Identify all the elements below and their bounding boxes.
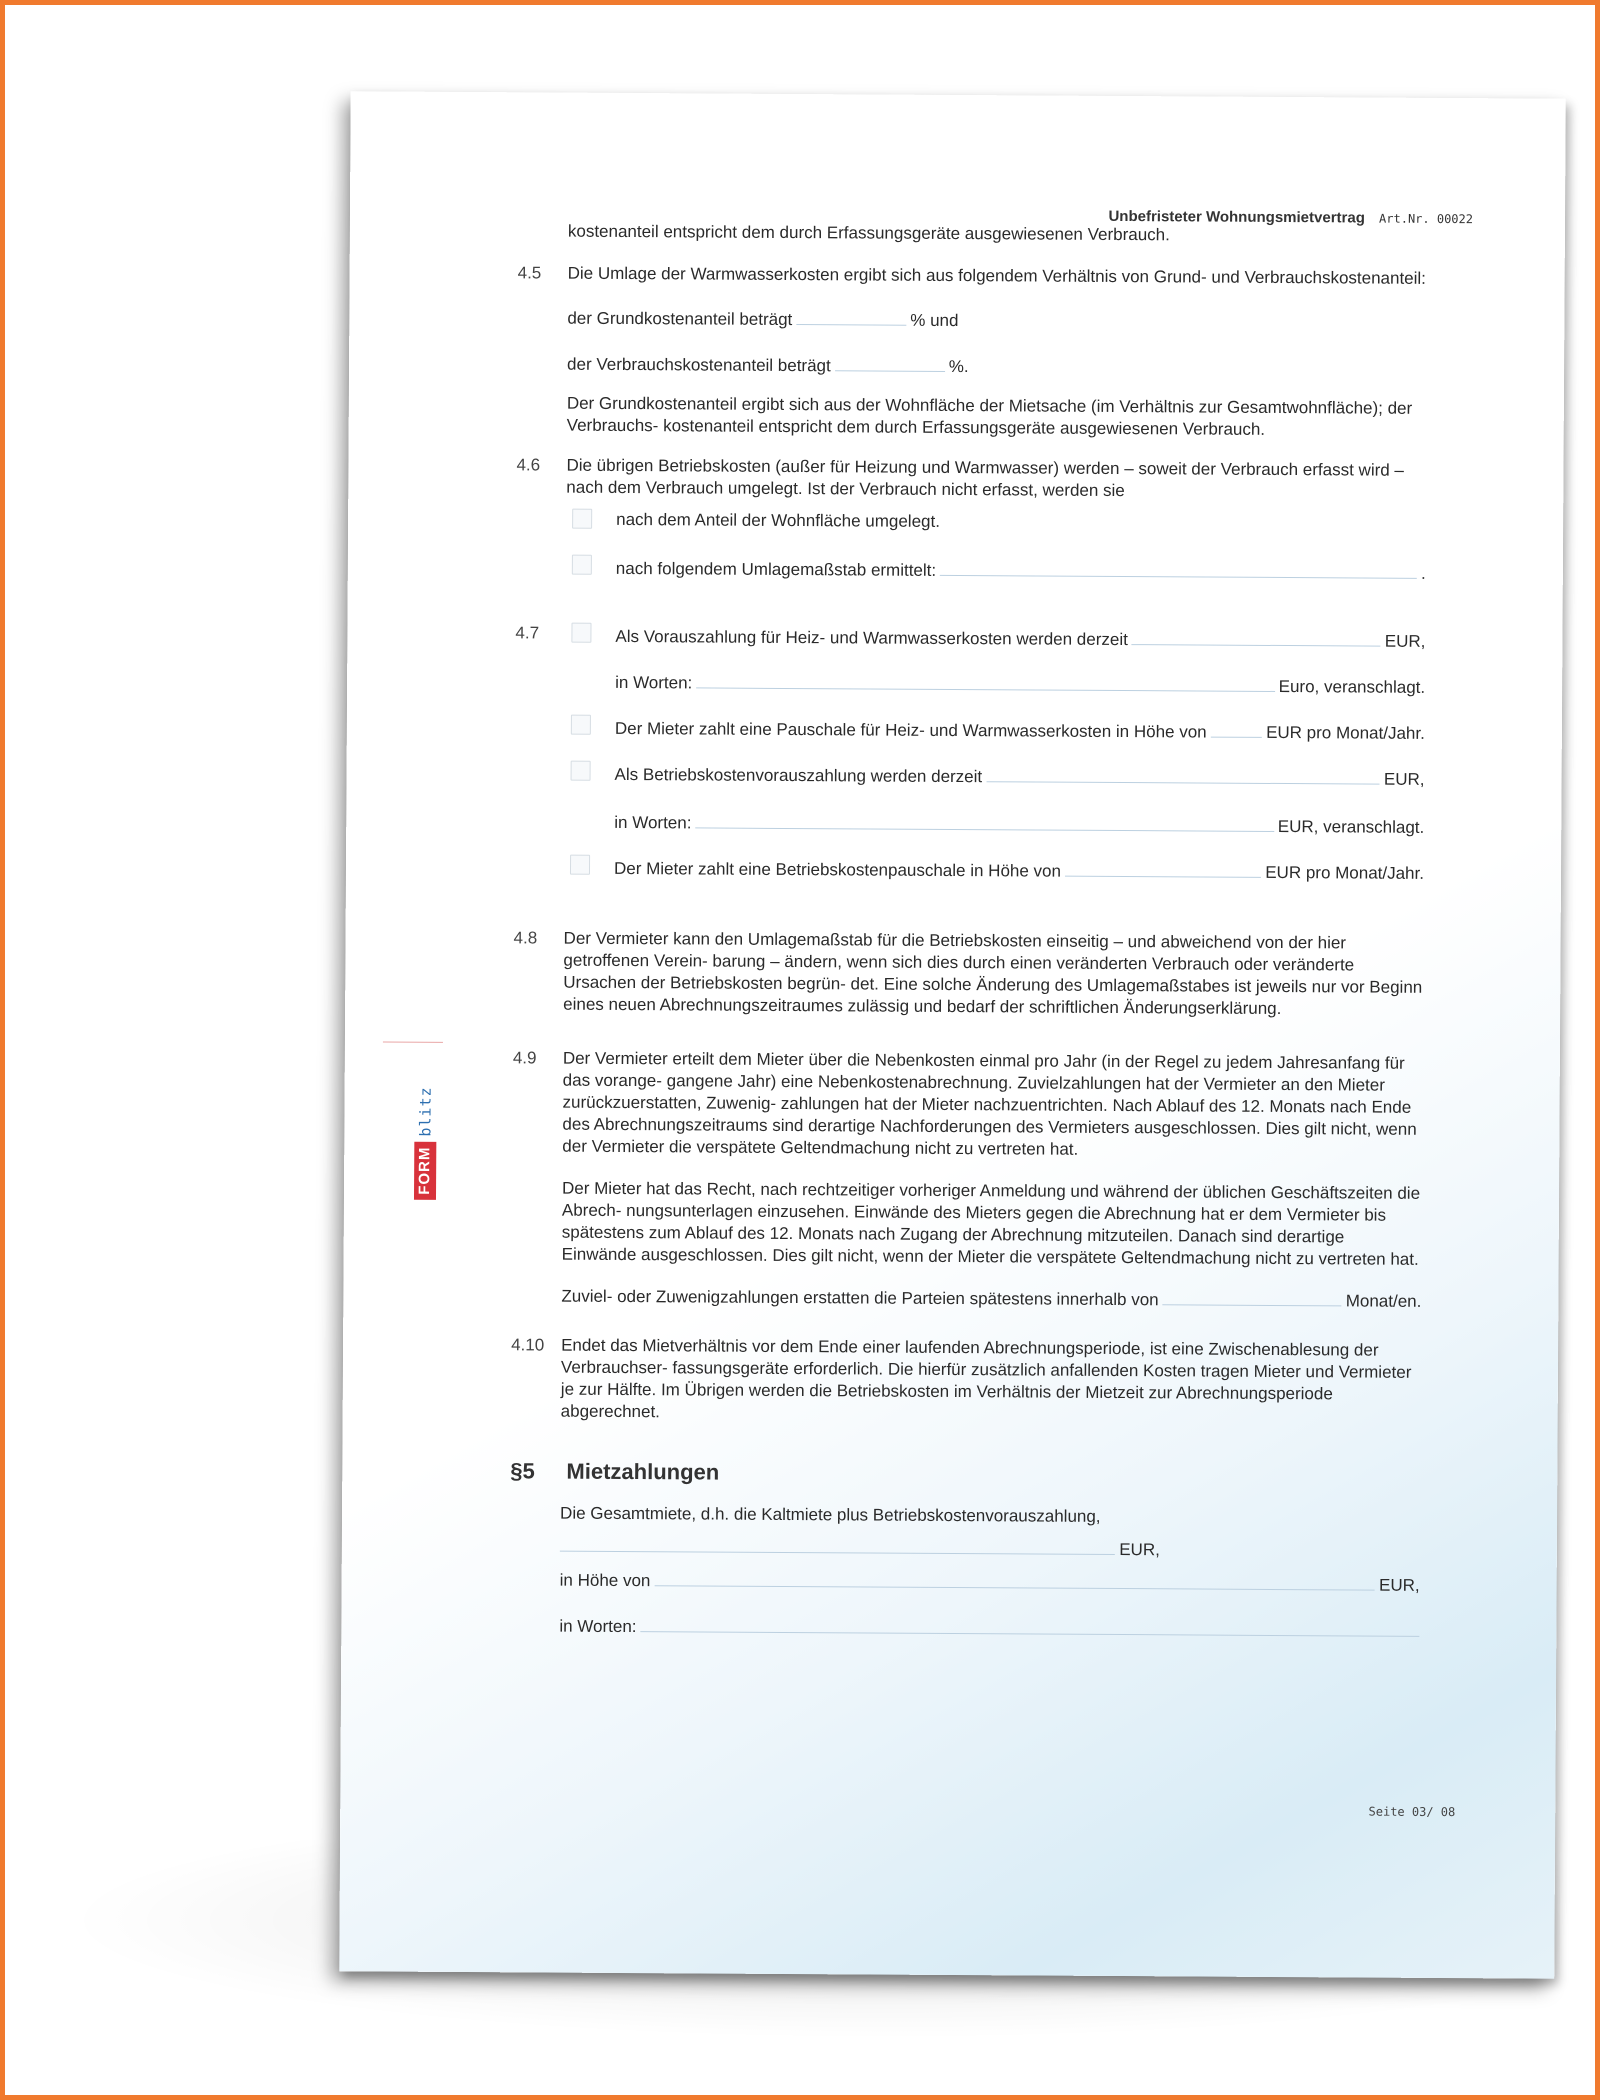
section-5-heading (510, 1460, 719, 1483)
miete-amount-label: in Höhe von (559, 1570, 651, 1591)
betriebskosten-pauschale-end: EUR pro Monat/Jahr. (1265, 862, 1425, 883)
betriebskosten-vorauszahlung-checkbox[interactable] (571, 761, 591, 781)
formblitz-logo (414, 1050, 437, 1200)
logo-form: FORM (414, 1142, 436, 1200)
gesamtmiete-field[interactable] (560, 1533, 1115, 1555)
clause-4-9-text-1: Der Vermieter erteilt dem Mieter über die Nebenkosten einmal pro Jahr (in der Regel zu jedem Jahresanfang für das vorange- gangene Jahr) eine Nebenkostenabrechnung. Zuvielzahlungen hat der Vermieter an den Mieter zurückzuerstatten, Zuwenig- zahlungen hat der Mieter nachzuentrichten. Nach Ablauf des 12. Monats nach Ende des Abrechnungszeitraums sind derartige Nachforderungen des Vermieters ausgeschlossen. Dies gilt nicht, wenn der Vermieter die verspätete Geltendmachung nicht zu vertreten hat. (562, 1048, 1417, 1159)
betriebskosten-words-line (614, 809, 1424, 839)
zuvielzahlungen-line (561, 1283, 1421, 1313)
verbrauchskosten-suffix: %. (948, 356, 969, 377)
section-5-number: §5 (510, 1458, 535, 1484)
miete-words-line (559, 1613, 1419, 1643)
clause-4-5-closing: Der Grundkostenanteil ergibt sich aus der Wohnfläche der Mietsache (im Verhältnis zur Gesamtwohnfläche); der Verbrauchs- kostenanteil entspricht dem durch Erfassungsgeräte ausgewiesenen Verbrauch. (566, 393, 1413, 439)
gesamtmiete-currency: EUR, (1119, 1540, 1160, 1560)
betriebskosten-amount-field[interactable] (986, 763, 1380, 784)
betriebskosten-words-end: EUR, veranschlagt. (1277, 816, 1425, 837)
gesamtmiete-eur-line (560, 1533, 1160, 1562)
heizkosten-pauschale-label: Der Mieter zahlt eine Pauschale für Heiz- und Warmwasserkosten in Höhe von (614, 718, 1207, 742)
clause-number-4-9: 4.9 (512, 1048, 537, 1068)
clause-4-10-text: Endet das Mietverhältnis vor dem Ende einer laufenden Abrechnungsperiode, ist eine Zwischenablesung der Verbrauchser- fassungsgeräte erforderlich. Die hierfür zusätzlich anfallenden Kosten tragen Mieter und Vermieter je zur Hälfte. Im Übrigen werden die Betriebskosten im Verhältnis der Mietzeit zur Abrechnungsperiode abgerechnet. (560, 1335, 1412, 1422)
zuvielzahlungen-label: Zuviel- oder Zuwenigzahlungen erstatten die Parteien spätestens innerhalb von (561, 1286, 1159, 1310)
heizkosten-vorauszahlung-checkbox[interactable] (571, 623, 591, 643)
betriebskosten-currency: EUR, (1383, 769, 1425, 789)
miete-amount-currency: EUR, (1378, 1575, 1420, 1595)
clause-number-4-6: 4.6 (516, 455, 541, 475)
heizkosten-amount-field[interactable] (1132, 626, 1381, 647)
verbrauchskosten-label: der Verbrauchskostenanteil beträgt (567, 354, 831, 376)
grundkosten-line (567, 305, 967, 332)
heizkosten-pauschale-checkbox[interactable] (571, 715, 591, 735)
heizkosten-words-end: Euro, veranschlagt. (1278, 676, 1426, 697)
clause-number-4-7: 4.7 (515, 623, 540, 643)
option-umlagemassstab-end: . (1421, 563, 1426, 583)
betriebskosten-pauschale-field[interactable] (1065, 858, 1261, 878)
zuvielzahlungen-end: Monat/en. (1345, 1291, 1422, 1311)
document-page (339, 91, 1565, 1978)
betriebskosten-pauschale-checkbox[interactable] (570, 855, 590, 875)
betriebskosten-vorauszahlung-label: Als Betriebskostenvorauszahlung werden derzeit (614, 764, 983, 787)
clause-4-9-text-2: Der Mieter hat das Recht, nach rechtzeitiger vorheriger Anmeldung und während der üblichen Geschäftszeiten die Abrech- nungsunterlagen einzusehen. Einwände des Mieters gegen die Abrechnung hat er dem Vermieter bis spätestens zum Ablauf des 12. Monats nach Zugang der Abrechnung mitzuteilen. Danach sind derartige Einwände ausgeschlossen. Dies gilt nicht, wenn der Mieter die verspätete Geltendmachung nicht zu vertreten hat. (561, 1178, 1421, 1269)
verbrauchskosten-percent-field[interactable] (835, 352, 945, 372)
option-umlagemassstab-checkbox[interactable] (572, 555, 592, 575)
document-title: Unbefristeter Wohnungsmietvertrag (1108, 207, 1365, 227)
heizkosten-pauschale-field[interactable] (1211, 719, 1263, 738)
miete-amount-line (560, 1567, 1420, 1597)
logo-blitz: blitz (416, 1086, 435, 1137)
page-number: Seite 03/ 08 (1368, 1804, 1456, 1820)
grundkosten-suffix: % und (910, 310, 959, 331)
option-wohnflaeche-checkbox[interactable] (572, 509, 592, 529)
betriebskosten-words-field[interactable] (695, 809, 1273, 832)
heizkosten-currency: EUR, (1384, 631, 1426, 651)
heizkosten-vorauszahlung-label: Als Vorauszahlung für Heiz- und Warmwasserkosten werden derzeit (615, 626, 1128, 650)
grundkosten-percent-field[interactable] (796, 306, 906, 326)
heizkosten-words-label: in Worten: (615, 672, 693, 693)
clause-4-6-text: Die übrigen Betriebskosten (außer für Heizung und Warmwasser) werden – soweit der Verbrauch erfasst wird – nach dem Verbrauch umgelegt. Ist der Verbrauch nicht erfasst, werden sie (566, 455, 1404, 501)
heizkosten-pauschale-end: EUR pro Monat/Jahr. (1266, 722, 1425, 743)
grundkosten-label: der Grundkostenanteil beträgt (567, 308, 793, 330)
umlagemassstab-field[interactable] (940, 557, 1417, 579)
option-wohnflaeche-label: nach dem Anteil der Wohnfläche umgelegt. (616, 509, 941, 531)
clause-number-4-8: 4.8 (513, 928, 538, 948)
betriebskosten-pauschale-line (614, 855, 1424, 885)
section-5-title: Mietzahlungen (566, 1458, 720, 1485)
brand-rule (383, 1042, 443, 1043)
option-umlagemassstab (616, 555, 1426, 585)
paragraph-continuation: kostenanteil entspricht dem durch Erfassungsgeräte ausgewiesenen Verbrauch. (567, 221, 1170, 245)
clause-number-4-10: 4.10 (511, 1335, 545, 1355)
miete-words-label: in Worten: (559, 1616, 637, 1637)
verbrauchskosten-line (567, 351, 987, 379)
zuvielzahlungen-months-field[interactable] (1163, 1286, 1342, 1306)
clause-4-8-text: Der Vermieter kann den Umlagemaßstab für die Betriebskosten einseitig – und abweichend von der hier getroffenen Verein- barung – ändern, wenn sich dies durch einen veränderten Verbrauch oder veränderte Ursachen der Betriebskosten begrün- det. Eine solche Änderung des Umlagemaßstabes ist jeweils nur vor Beginn eines neuen Abrechnungszeitraumes zulässig und bedarf der schriftlichen Änderungserklärung. (563, 928, 1423, 1019)
clause-4-5-text: Die Umlage der Warmwasserkosten ergibt sich aus folgendem Verhältnis von Grund- und Verbrauchskostenanteil: (567, 263, 1427, 288)
option-umlagemassstab-label: nach folgendem Umlagemaßstab ermittelt: (615, 558, 937, 580)
betriebskosten-vorauszahlung-line (615, 761, 1425, 791)
heizkosten-vorauszahlung-line (615, 623, 1425, 653)
betriebskosten-pauschale-label: Der Mieter zahlt eine Betriebskostenpauschale in Höhe von (613, 858, 1062, 881)
miete-words-field[interactable] (641, 1613, 1420, 1637)
article-number: Art.Nr. 00022 (1379, 211, 1474, 227)
heizkosten-words-field[interactable] (696, 669, 1274, 692)
miete-amount-field[interactable] (654, 1567, 1375, 1590)
heizkosten-pauschale-line (615, 715, 1425, 745)
option-wohnflaeche (616, 509, 1426, 536)
heizkosten-words-line (615, 669, 1425, 699)
clause-number-4-5: 4.5 (517, 263, 542, 283)
gesamtmiete-intro: Die Gesamtmiete, d.h. die Kaltmiete plus Betriebskostenvorauszahlung, (560, 1503, 1101, 1526)
betriebskosten-words-label: in Worten: (614, 812, 692, 833)
